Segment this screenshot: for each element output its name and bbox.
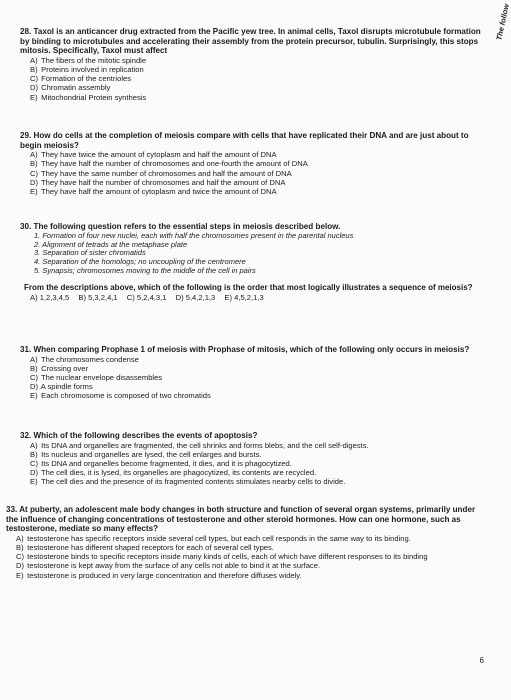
option[interactable]: B) Proteins involved in replication [30, 64, 144, 74]
option[interactable]: B) Crossing over [30, 363, 88, 373]
question-28-options [20, 56, 482, 102]
meiosis-step: 5. Synapsis; chromosomes moving to the middle of the cell in pairs [34, 266, 256, 276]
option[interactable]: B) testosterone has different shaped receptors for each of several cell types. [16, 542, 274, 552]
question-31-options [20, 355, 482, 401]
question-28 [20, 27, 482, 102]
question-32 [20, 431, 482, 487]
option[interactable]: A) Its DNA and organelles are fragmented, the cell shrinks and forms blebs, and the cell self-digests. [30, 440, 369, 450]
meiosis-step: 3. Separation of sister chromatids [34, 248, 146, 258]
option[interactable]: C) 5,2,4,3,1 [126, 292, 167, 302]
option[interactable]: C) Its DNA and organelles become fragmented, it dies, and it is phagocytized. [30, 459, 292, 468]
meiosis-step: 2. Alignment of tetrads at the metaphase plate [34, 239, 188, 249]
question-33-text: 33. At puberty, an adolescent male body changes in both structure and function of several organ systems, primarily under the influence of changing concentrations of testosterone and other steroid hormones. How can one hormone, such as testosterone, mediate so many effects? [6, 505, 476, 534]
question-32-options [20, 441, 482, 487]
meiosis-step: 1. Formation of four new nuclei, each with half the chromosomes present in the parental nucleus [34, 230, 354, 240]
option[interactable]: D) testosterone is kept away from the surface of any cells not able to bind it at the surface. [16, 561, 321, 571]
question-33-options [6, 534, 486, 580]
option[interactable]: C) They have the same number of chromosomes and half the amount of DNA [30, 168, 292, 178]
page-number: 6 [479, 656, 484, 665]
option[interactable]: A) The fibers of the mitotic spindle [30, 55, 147, 65]
option[interactable]: B) They have half the number of chromosomes and one-fourth the amount of DNA [30, 159, 308, 169]
meiosis-step: 4. Separation of the homologs; no uncoupling of the centromere [34, 257, 246, 267]
question-29-options [20, 150, 482, 196]
question-33 [6, 505, 486, 580]
option[interactable]: C) The nuclear envelope disassembles [30, 373, 163, 382]
question-30-steps [20, 232, 482, 277]
option[interactable]: B) 5,3,2,4,1 [78, 292, 118, 302]
option[interactable]: A) They have twice the amount of cytoplasm and half the amount of DNA [30, 150, 277, 160]
question-30-subtext: From the descriptions above, which of the following is the order that most logically illustrates a sequence of meiosis? [24, 283, 473, 293]
option[interactable]: E) They have half the amount of cytoplasm and twice the amount of DNA [30, 187, 277, 196]
option[interactable]: C) testosterone binds to specific receptors inside many kinds of cells, each of which have different responses to its binding [16, 552, 428, 562]
question-31-text: 31. When comparing Prophase 1 of meiosis with Prophase of mitosis, which of the following only occurs in meiosis? [20, 345, 470, 354]
question-30 [20, 222, 482, 302]
question-29 [20, 131, 482, 196]
option[interactable]: E) Each chromosome is composed of two chromatids [30, 391, 211, 401]
option[interactable]: E) The cell dies and the presence of its fragmented contents stimulates nearby cells to divide. [30, 477, 346, 487]
option[interactable]: A) testosterone has specific receptors inside several cell types, but each cell responds in the same way to its binding. [16, 533, 411, 543]
question-30-options [20, 293, 482, 302]
option[interactable]: B) Its nucleus and organelles are lysed, the cell enlarges and bursts. [30, 449, 262, 459]
question-31 [20, 345, 482, 401]
option[interactable]: D) The cell dies, it is lysed, its organelles are phagocytized, its contents are recycled. [30, 468, 317, 478]
option[interactable]: E) Mitochondrial Protein synthesis [30, 92, 147, 102]
option[interactable]: E) 4,5,2,1,3 [224, 292, 264, 302]
option[interactable]: D) They have half the number of chromosomes and half the amount of DNA [30, 177, 286, 187]
option[interactable]: D) 5,4,2,1,3 [175, 292, 216, 302]
option[interactable]: D) A spindle forms [30, 382, 93, 392]
option[interactable]: D) Chromatin assembly [30, 83, 111, 93]
option[interactable]: E) testosterone is produced in very large concentration and therefore diffuses widely. [16, 570, 302, 580]
question-30-text: 30. The following question refers to the essential steps in meiosis described below. [20, 222, 341, 231]
option[interactable]: A) 1,2,3,4,5 [30, 292, 70, 302]
question-29-text: 29. How do cells at the completion of meiosis compare with cells that have replicated their DNA and are just about to begin meiosis? [20, 131, 469, 150]
option[interactable]: C) Formation of the centrioles [30, 74, 132, 84]
margin-note: The follow [494, 3, 511, 42]
question-28-text: 28. Taxol is an anticancer drug extracted from the Pacific yew tree. In animal cells, Taxol disrupts microtubule formation by binding to microtubules and accelerating their assembly from the protein precursor, tubulin. Surprisingly, this stops mitosis. Specifically, Taxol must affect [20, 27, 481, 56]
question-32-text: 32. Which of the following describes the events of apoptosis? [20, 431, 258, 440]
option[interactable]: A) The chromosomes condense [30, 354, 139, 364]
